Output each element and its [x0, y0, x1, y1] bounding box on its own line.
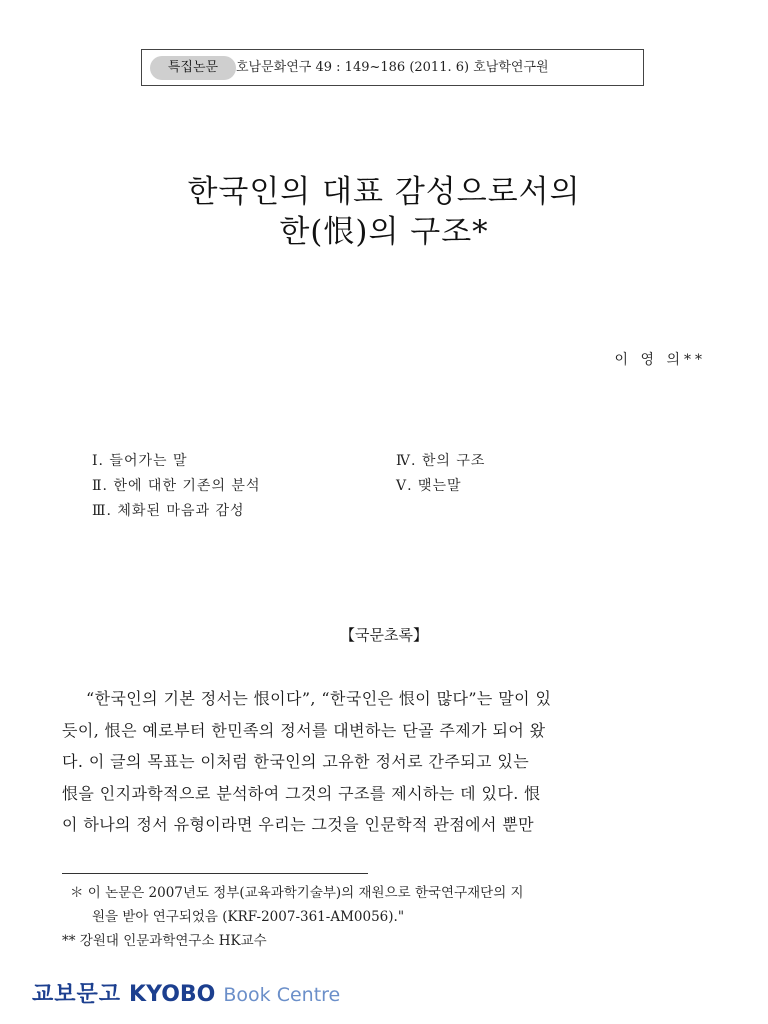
footnote-affiliation: ** 강원대 인문과학연구소 HK교수	[62, 933, 267, 949]
toc-item-structure-of-han: Ⅳ. 한의 구조	[396, 453, 486, 469]
kyobo-logo	[32, 978, 340, 1012]
brand-korean: 교보문고	[32, 982, 122, 1007]
abstract-line: 다. 이 글의 목표는 이처럼 한국인의 고유한 정서로 간주되고 있는	[62, 752, 530, 771]
brand-english: KYOBO	[129, 982, 216, 1007]
footnote-funding-2: 원을 받아 연구되었음 (KRF-2007-361-AM0056)."	[92, 909, 405, 925]
footnote-funding-1: ＊ 이 논문은 2007년도 정부(교육과학기술부)의 재원으로 한국연구재단의 지	[70, 885, 524, 901]
abstract-body	[62, 683, 706, 841]
toc-item-introduction: Ⅰ. 들어가는 말	[92, 453, 188, 469]
toc-item-embodied-mind: Ⅲ. 체화된 마음과 감성	[92, 503, 245, 519]
abstract-line: “한국인의 기본 정서는 恨이다”, “한국인은 恨이 많다”는 말이 있	[86, 689, 552, 708]
paper-title-line-1: 한국인의 대표 감성으로서의	[187, 174, 581, 210]
footnote-divider	[62, 873, 368, 874]
toc-item-conclusion: Ⅴ. 맺는말	[396, 478, 462, 494]
abstract-line: 恨을 인지과학적으로 분석하여 그것의 구조를 제시하는 데 있다. 恨	[62, 783, 541, 803]
special-paper-badge: 특집논문	[150, 56, 236, 80]
toc-item-prior-analysis: Ⅱ. 한에 대한 기존의 분석	[92, 478, 261, 494]
abstract-line: 듯이, 恨은 예로부터 한민족의 정서를 대변하는 단골 주제가 되어 왔	[62, 720, 546, 740]
journal-citation: 호남문화연구 49 : 149~186 (2011. 6) 호남학연구원	[236, 60, 549, 75]
brand-sub: Book Centre	[223, 984, 341, 1006]
paper-title-line-2: 한(恨)의 구조*	[279, 214, 489, 250]
abstract-heading: 【국문초록】	[340, 626, 428, 644]
abstract-line: 이 하나의 정서 유형이라면 우리는 그것을 인문학적 관점에서 뿐만	[62, 815, 534, 834]
author-name: 이 영 의**	[614, 352, 706, 368]
